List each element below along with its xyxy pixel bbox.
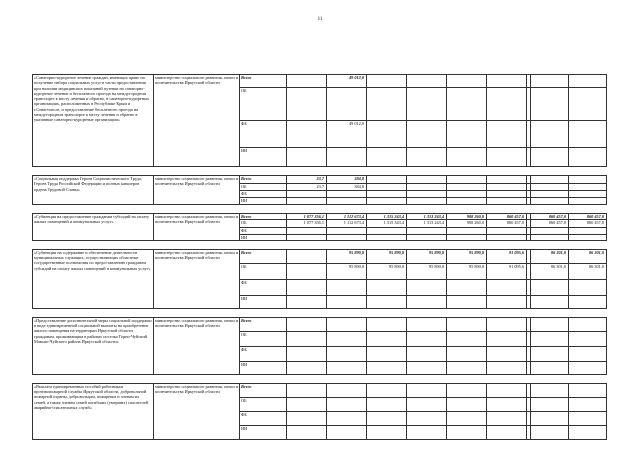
funding-source: Всего xyxy=(240,75,287,88)
executor: министерство социального развития, опеки и попечительства Иркутской области xyxy=(154,176,240,205)
value-cell xyxy=(407,75,447,88)
value-cell xyxy=(447,88,487,121)
value-cell xyxy=(447,425,487,439)
value-cell xyxy=(287,331,327,346)
measure-title: «Субвенции на содержание и обеспечение деятельности муниципальных служащих, осуществляющих областные государственные полномочия по предоставлению гражданам субсидий на оплату жилых помещений и коммунальных услуг» xyxy=(33,249,154,308)
value-cell xyxy=(531,191,569,198)
value-cell xyxy=(487,317,527,331)
value-cell xyxy=(531,346,569,361)
executor: министерство социального развития, опеки и попечительства Иркутской области xyxy=(154,383,240,439)
value-cell xyxy=(367,88,407,121)
value-cell: 1 315 343,4 xyxy=(367,220,407,228)
executor: министерство социального развития, опеки и попечительства Иркутской области xyxy=(154,249,240,308)
value-cell: 95 890,0 xyxy=(407,249,447,263)
value-cell xyxy=(531,361,569,374)
value-cell: 49 012,0 xyxy=(327,75,367,88)
value-cell xyxy=(569,198,607,205)
value-cell: 86 301,0 xyxy=(531,249,569,263)
row-gap xyxy=(33,308,607,317)
funding-source: ОБ xyxy=(240,220,287,228)
value-cell xyxy=(487,176,527,184)
value-cell: 1 112 673,4 xyxy=(327,214,367,220)
value-cell: 95 890,0 xyxy=(447,249,487,263)
value-cell xyxy=(287,191,327,198)
measure-title: «Субвенция на предоставление гражданам субсидий на оплату жилых помещений и коммунальных услуг» xyxy=(33,214,154,241)
executor: министерство социального развития, опеки и попечительства Иркутской области xyxy=(154,317,240,374)
value-cell: 908 260,0 xyxy=(447,214,487,220)
value-cell xyxy=(367,383,407,397)
value-cell xyxy=(367,75,407,88)
value-cell xyxy=(407,411,447,425)
value-cell xyxy=(447,279,487,295)
value-cell xyxy=(287,397,327,411)
value-cell xyxy=(447,397,487,411)
value-cell: 908 260,0 xyxy=(447,220,487,228)
value-cell xyxy=(327,397,367,411)
measure-title: «Предоставление дополнительной меры социальной поддержки в виде единовременной социальной выплаты на приобретение жилого помещения на территории Иркутской области гражданам, проживающим в районах поселка Горно-Чуйский Мамско-Чуйского района Иркутской области» xyxy=(33,317,154,374)
value-cell: 86 301,0 xyxy=(569,249,607,263)
value-cell xyxy=(407,361,447,374)
funding-source: ОБ xyxy=(240,263,287,279)
measure-title: «Выплата единовременных пособий работникам противопожарной службы Иркутской области, добровольной пожарной охраны, добровольцам, пожарным и членам их семей, а также членам семей погибших (умерших) спасателей аварийно-спасательных служб» xyxy=(33,383,154,439)
value-cell xyxy=(531,121,569,148)
funding-source: ФБ xyxy=(240,279,287,295)
row-gap xyxy=(33,240,607,249)
value-cell xyxy=(367,295,407,308)
value-cell xyxy=(367,425,407,439)
row-gap xyxy=(33,205,607,214)
executor: министерство социального развития, опеки и попечительства Иркутской области xyxy=(154,75,240,167)
value-cell: 86 301,0 xyxy=(569,263,607,279)
funding-source: ОБ xyxy=(240,88,287,121)
value-cell xyxy=(287,361,327,374)
value-cell xyxy=(407,121,447,148)
value-cell xyxy=(287,383,327,397)
gap-cell xyxy=(33,240,607,249)
value-cell xyxy=(287,346,327,361)
value-cell: 384,8 xyxy=(327,176,367,184)
value-cell xyxy=(327,331,367,346)
value-cell xyxy=(569,397,607,411)
value-cell xyxy=(367,361,407,374)
value-cell xyxy=(327,346,367,361)
funding-source: ОБ xyxy=(240,397,287,411)
value-cell: 91 095,6 xyxy=(487,249,527,263)
value-cell xyxy=(487,361,527,374)
value-cell: 1 313 243,4 xyxy=(407,214,447,220)
value-cell xyxy=(327,317,367,331)
value-cell xyxy=(531,279,569,295)
value-cell: 95 890,0 xyxy=(407,263,447,279)
value-cell: 1 315 343,4 xyxy=(367,214,407,220)
value-cell: 95 890,0 xyxy=(327,263,367,279)
value-cell xyxy=(447,148,487,167)
value-cell xyxy=(287,263,327,279)
value-cell xyxy=(367,198,407,205)
value-cell xyxy=(531,411,569,425)
table-row xyxy=(33,317,607,331)
value-cell xyxy=(287,121,327,148)
funding-source: ФБ xyxy=(240,346,287,361)
program-table xyxy=(32,74,607,440)
value-cell xyxy=(367,331,407,346)
table-row xyxy=(33,383,607,397)
value-cell xyxy=(447,176,487,184)
value-cell xyxy=(487,295,527,308)
value-cell xyxy=(407,148,447,167)
value-cell xyxy=(447,191,487,198)
row-gap xyxy=(33,167,607,176)
value-cell: 860 457,0 xyxy=(487,220,527,228)
value-cell: 95 890,0 xyxy=(367,263,407,279)
value-cell xyxy=(447,346,487,361)
value-cell xyxy=(407,331,447,346)
funding-source: ФБ xyxy=(240,411,287,425)
gap-cell xyxy=(33,308,607,317)
value-cell: 95 890,0 xyxy=(367,249,407,263)
value-cell xyxy=(447,331,487,346)
row-gap xyxy=(33,374,607,383)
value-cell xyxy=(287,198,327,205)
value-cell xyxy=(531,176,569,184)
value-cell xyxy=(327,191,367,198)
page-number: 11 xyxy=(317,17,323,22)
funding-source: ОБ xyxy=(240,184,287,191)
value-cell xyxy=(407,425,447,439)
value-cell xyxy=(327,295,367,308)
value-cell xyxy=(447,75,487,88)
value-cell: 860 457,0 xyxy=(531,214,569,220)
value-cell xyxy=(487,121,527,148)
funding-source: ФБ xyxy=(240,228,287,234)
value-cell xyxy=(487,383,527,397)
value-cell xyxy=(367,411,407,425)
funding-source: ФБ xyxy=(240,121,287,148)
funding-source: Всего xyxy=(240,176,287,184)
value-cell: 23,7 xyxy=(287,184,327,191)
value-cell xyxy=(487,425,527,439)
value-cell xyxy=(327,425,367,439)
value-cell xyxy=(569,361,607,374)
value-cell xyxy=(367,148,407,167)
value-cell xyxy=(569,191,607,198)
value-cell xyxy=(367,397,407,411)
value-cell xyxy=(487,198,527,205)
value-cell xyxy=(367,121,407,148)
value-cell: 1 112 673,4 xyxy=(327,220,367,228)
measure-title: «Социальная поддержка Героев Социалистического Труда, Героев Труда Российской Федерации и полных кавалеров ордена Трудовой Славы» xyxy=(33,176,154,205)
value-cell: 860 457,0 xyxy=(531,220,569,228)
value-cell xyxy=(447,121,487,148)
value-cell xyxy=(531,184,569,191)
funding-source: Всего xyxy=(240,317,287,331)
value-cell xyxy=(569,88,607,121)
value-cell xyxy=(327,88,367,121)
gap-cell xyxy=(33,374,607,383)
table-row xyxy=(33,176,607,184)
gap-cell xyxy=(33,167,607,176)
value-cell: 860 457,0 xyxy=(569,220,607,228)
value-cell xyxy=(569,411,607,425)
value-cell xyxy=(447,411,487,425)
value-cell: 384,8 xyxy=(327,184,367,191)
value-cell xyxy=(531,317,569,331)
measure-title: «Санаторно-курортное лечение граждан, имеющих право на получение набора социальных услуг в части предоставления при наличии медицинских показаний путевки на санаторно-курортное лечение и бесплатного проезда на междугородном транспорте к месту лечения и обратно, в санаторно-курортных организациях, расположенных в Республике Крым и г.Севастополе, и предоставление бесплатного проезда на междугородном транспорте к месту лечения и обратно в указанные санаторно-курортные организации» xyxy=(33,75,154,167)
funding-source: ОБ xyxy=(240,331,287,346)
value-cell xyxy=(569,279,607,295)
value-cell: 1 077 356,1 xyxy=(287,220,327,228)
value-cell xyxy=(287,75,327,88)
value-cell xyxy=(487,279,527,295)
value-cell xyxy=(327,148,367,167)
value-cell xyxy=(569,317,607,331)
value-cell xyxy=(287,425,327,439)
value-cell xyxy=(447,383,487,397)
value-cell xyxy=(569,383,607,397)
value-cell xyxy=(531,88,569,121)
value-cell xyxy=(327,198,367,205)
value-cell xyxy=(327,383,367,397)
value-cell xyxy=(531,148,569,167)
value-cell xyxy=(407,279,447,295)
value-cell xyxy=(487,184,527,191)
value-cell xyxy=(569,121,607,148)
value-cell xyxy=(447,184,487,191)
value-cell xyxy=(569,425,607,439)
funding-source: Всего xyxy=(240,383,287,397)
value-cell xyxy=(407,346,447,361)
value-cell xyxy=(531,425,569,439)
value-cell xyxy=(407,317,447,331)
value-cell xyxy=(447,361,487,374)
executor: министерство социального развития, опеки и попечительства Иркутской области xyxy=(154,214,240,241)
value-cell: 23,7 xyxy=(287,176,327,184)
value-cell xyxy=(447,295,487,308)
value-cell xyxy=(327,279,367,295)
value-cell: 95 890,0 xyxy=(447,263,487,279)
table-row xyxy=(33,214,607,220)
value-cell xyxy=(287,249,327,263)
value-cell xyxy=(487,331,527,346)
value-cell xyxy=(447,317,487,331)
value-cell xyxy=(569,148,607,167)
value-cell xyxy=(407,176,447,184)
funding-source: ИИ xyxy=(240,148,287,167)
funding-source: Всего xyxy=(240,249,287,263)
value-cell xyxy=(487,397,527,411)
value-cell: 91 095,6 xyxy=(487,263,527,279)
value-cell xyxy=(569,331,607,346)
value-cell xyxy=(407,383,447,397)
value-cell xyxy=(569,184,607,191)
value-cell xyxy=(367,346,407,361)
value-cell xyxy=(407,184,447,191)
value-cell xyxy=(407,88,447,121)
value-cell xyxy=(531,397,569,411)
funding-source: ИИ xyxy=(240,198,287,205)
value-cell xyxy=(487,88,527,121)
table-row xyxy=(33,249,607,263)
funding-source: Всего xyxy=(240,214,287,220)
value-cell xyxy=(569,346,607,361)
value-cell xyxy=(487,148,527,167)
value-cell xyxy=(407,397,447,411)
value-cell xyxy=(487,75,527,88)
value-cell xyxy=(287,148,327,167)
value-cell xyxy=(487,411,527,425)
value-cell xyxy=(367,176,407,184)
value-cell xyxy=(569,295,607,308)
value-cell xyxy=(327,411,367,425)
value-cell xyxy=(407,191,447,198)
value-cell xyxy=(367,184,407,191)
value-cell xyxy=(569,176,607,184)
value-cell xyxy=(407,295,447,308)
value-cell: 860 457,0 xyxy=(487,214,527,220)
value-cell xyxy=(447,198,487,205)
funding-source: ИИ xyxy=(240,361,287,374)
value-cell xyxy=(367,317,407,331)
value-cell: 86 301,0 xyxy=(531,263,569,279)
value-cell xyxy=(287,317,327,331)
value-cell xyxy=(531,198,569,205)
value-cell xyxy=(327,361,367,374)
funding-source: ИИ xyxy=(240,425,287,439)
value-cell xyxy=(531,75,569,88)
value-cell: 1 077 356,1 xyxy=(287,214,327,220)
value-cell xyxy=(407,198,447,205)
value-cell xyxy=(531,383,569,397)
value-cell xyxy=(487,191,527,198)
value-cell xyxy=(531,295,569,308)
funding-source: ИИ xyxy=(240,295,287,308)
value-cell: 860 457,0 xyxy=(569,214,607,220)
value-cell: 1 313 243,4 xyxy=(407,220,447,228)
funding-source: ФБ xyxy=(240,191,287,198)
value-cell xyxy=(367,191,407,198)
value-cell: 49 012,0 xyxy=(327,121,367,148)
value-cell xyxy=(569,75,607,88)
table-row xyxy=(33,75,607,88)
value-cell xyxy=(287,88,327,121)
value-cell xyxy=(487,346,527,361)
value-cell xyxy=(287,411,327,425)
value-cell: 95 890,0 xyxy=(327,249,367,263)
value-cell xyxy=(287,295,327,308)
funding-source: ИИ xyxy=(240,234,287,240)
value-cell xyxy=(531,331,569,346)
value-cell xyxy=(367,279,407,295)
gap-cell xyxy=(33,205,607,214)
value-cell xyxy=(287,279,327,295)
